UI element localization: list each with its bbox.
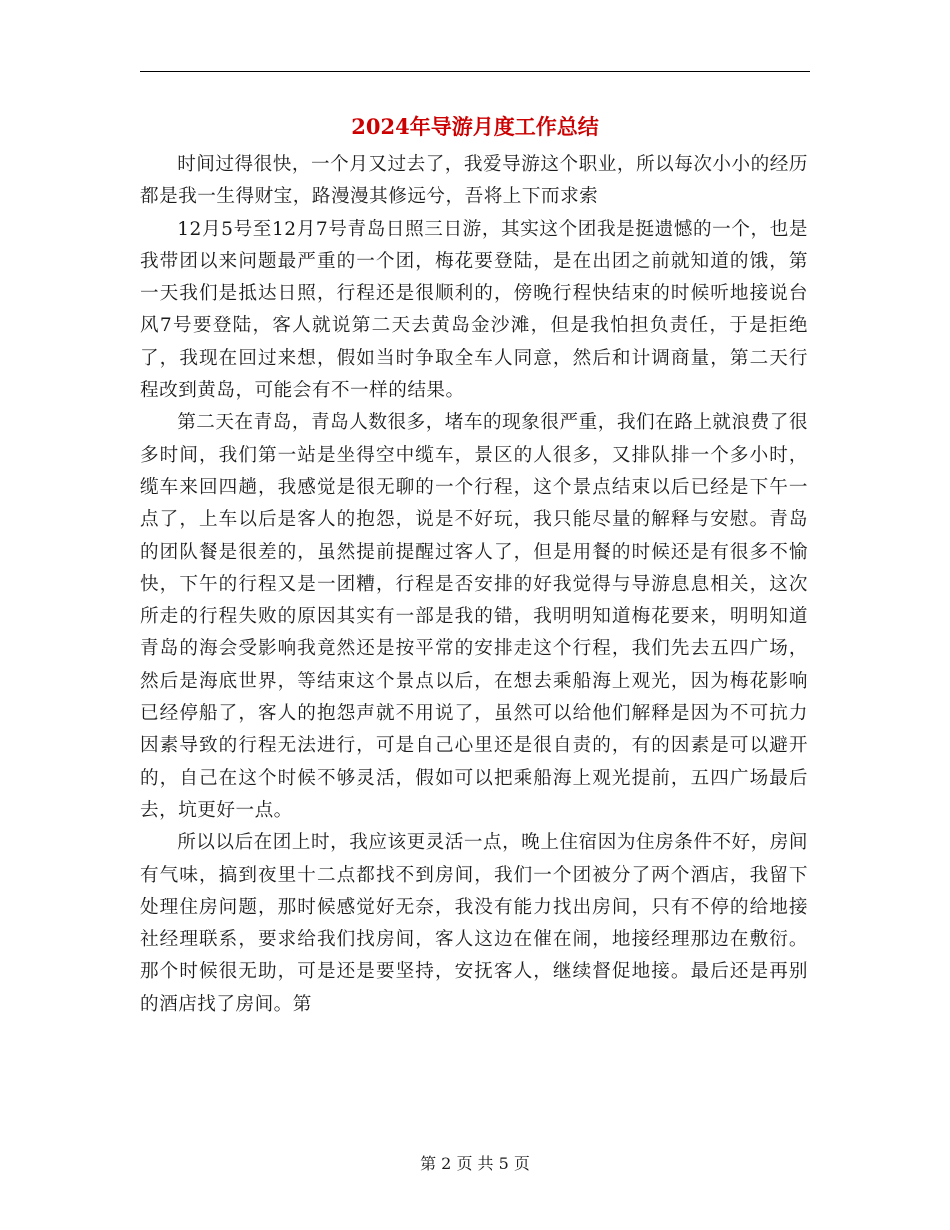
paragraph: 所以以后在团上时，我应该更灵活一点，晚上住宿因为住房条件不好，房间有气味，搞到夜里十二点都找不到房间，我们一个团被分了两个酒店，我留下处理住房问题，那时候感觉好无奈，我没有能力找出房间，只有不停的给地接社经理联系，要求给我们找房间，客人这边在催在闹，地接经理那边在敷衍。那个时候很无助，可是还是要坚持，安抚客人，继续督促地接。最后还是再别的酒店找了房间。第 [140, 832, 808, 1015]
header-rule [140, 71, 810, 72]
paragraph: 时间过得很快，一个月又过去了，我爱导游这个职业，所以每次小小的经历都是我一生得财宝，路漫漫其修远兮，吾将上下而求索 [140, 154, 808, 208]
paragraph: 12月5号至12月7号青岛日照三日游，其实这个团我是挺遗憾的一个，也是我带团以来问题最严重的一个团，梅花要登陆，是在出团之前就知道的饿，第一天我们是抵达日照，行程还是很顺利的，傍晚行程快结束的时候听地接说台风7号要登陆，客人就说第二天去黄岛金沙滩，但是我怕担负责任，于是拒绝了，我现在回过来想，假如当时争取全车人同意，然后和计调商量，第二天行程改到黄岛，可能会有不一样的结果。 [140, 218, 808, 402]
page-number-footer: 第 2 页 共 5 页 [420, 1154, 530, 1173]
paragraph: 第二天在青岛，青岛人数很多，堵车的现象很严重，我们在路上就浪费了很多时间，我们第一站是坐得空中缆车，景区的人很多，又排队排一个多小时，缆车来回四趟，我感觉是很无聊的一个行程，这个景点结束以后已经是下午一点了，上车以后是客人的抱怨，说是不好玩，我只能尽量的解释与安慰。青岛的团队餐是很差的，虽然提前提醒过客人了，但是用餐的时候还是有很多不愉快，下午的行程又是一团糟，行程是否安排的好我觉得与导游息息相关，这次所走的行程失败的原因其实有一部是我的错，我明明知道梅花要来，明明知道青岛的海会受影响我竟然还是按平常的安排走这个行程，我们先去五四广场，然后是海底世界，等结束这个景点以后，在想去乘船海上观光，因为梅花影响已经停船了，客人的抱怨声就不用说了，虽然可以给他们解释是因为不可抗力因素导致的行程无法进行，可是自己心里还是很自责的，有的因素是可以避开的，自己在这个时候不够灵活，假如可以把乘船海上观光提前，五四广场最后去，坑更好一点。 [140, 412, 808, 821]
document-body [140, 149, 808, 1021]
document-title: 2024年导游月度工作总结 [351, 114, 599, 139]
